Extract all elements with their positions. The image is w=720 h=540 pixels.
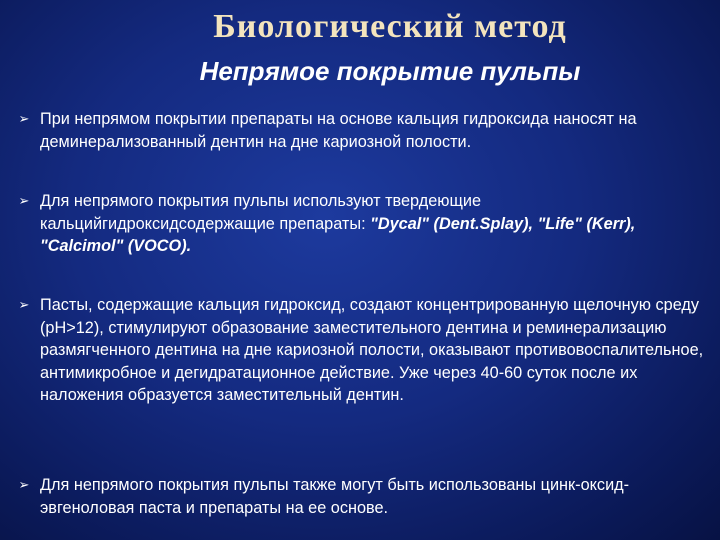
slide-title: Биологический метод: [213, 8, 567, 45]
slide-subtitle: Непрямое покрытие пульпы: [199, 56, 581, 86]
arrow-bullet-icon: ➢: [18, 110, 30, 126]
arrow-bullet-icon: ➢: [18, 476, 30, 492]
bullet-text: Пасты, содержащие кальция гидроксид, создают концентрированную щелочную среду (рН>12), стимулируют образование заместительного дентина и реминерализацию размягченного дентина на дне кариозной полости, оказывают противовоспалительное, антимикробное и дегидратационное действие. Уже через 40-60 суток после их наложения образуется заместительный дентин.: [40, 296, 704, 404]
arrow-bullet-icon: ➢: [18, 192, 30, 208]
bullet-emphasis-text: "Dycal" (Dent.Splay), "Life" (Kerr), "Calcimol" (VOCO).: [40, 214, 636, 255]
bullet-item: [18, 294, 712, 407]
arrow-bullet-icon: ➢: [18, 296, 30, 312]
bullet-item: [18, 190, 712, 258]
bullet-text: При непрямом покрытии препараты на основе кальция гидроксида наносят на деминерализованный дентин на дне кариозной полости.: [40, 110, 637, 151]
bullet-item: [18, 474, 712, 519]
bullet-item: [18, 108, 712, 153]
bullet-text: Для непрямого покрытия пульпы также могут быть использованы цинк-оксид-эвгеноловая паста и препараты на ее основе.: [40, 476, 630, 517]
bullet-text: Для непрямого покрытия пульпы используют твердеющие кальцийгидроксидсодержащие препараты:: [40, 192, 482, 233]
